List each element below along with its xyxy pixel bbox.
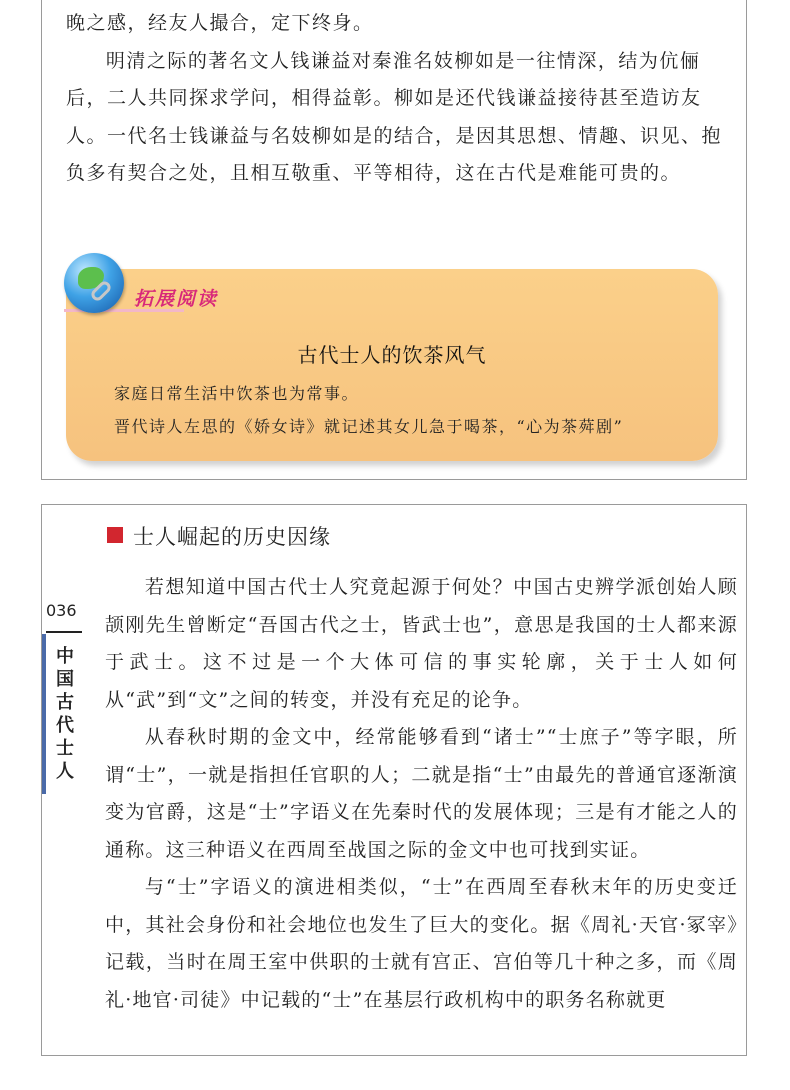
page-number: 036 [46,601,77,620]
extended-reading-line: 晋代诗人左思的《娇女诗》就记述其女儿急于喝茶，“心为茶荈剧” [114,417,624,436]
book-title: 中国古代士人 [56,646,74,782]
paragraph: 从春秋时期的金文中，经常能够看到“诸士”“士庶子”等字眼，所谓“士”，一就是指担任官职的人；二就是指“士”由最先的普通官逐渐演变为官爵，这是“士”字语义在先秦时代的发展体现；三是有才能之人的通称。这三种语义在西周至战国之际的金文中也可找到实证。 [105,726,738,861]
extended-reading-line: 家庭日常生活中饮茶也为常事。 [114,384,360,403]
extended-reading-title: 古代士人的饮茶风气 [297,343,487,367]
book-page-bottom [41,504,747,1056]
paragraph: 明清之际的著名文人钱谦益对秦淮名妓柳如是一往情深，结为伉俪后，二人共同探求学问，相得益彰。柳如是还代钱谦益接待甚至造访友人。一代名士钱谦益与名妓柳如是的结合，是因其思想、情趣、识见、抱负多有契合之处，且相互敬重、平等相待，这在古代是难能可贵的。 [66,49,723,184]
paragraph: 与“士”字语义的演进相类似，“士”在西周至春秋末年的历史变迁中，其社会身份和社会地位也发生了巨大的变化。据《周礼·天官·冢宰》记载，当时在周王室中供职的士就有宫正、宫伯等几十种之多，而《周礼·地官·司徒》中记载的“士”在基层行政机构中的职务名称就更 [105,876,738,1011]
section-title: 士人崛起的历史因缘 [133,525,331,549]
side-bar [42,634,46,794]
paragraph: 若想知道中国古代士人究竟起源于何处？中国古史辨学派创始人顾颉刚先生曾断定“吾国古代之士，皆武士也”，意思是我国的士人都来源于武士。这不过是一个大体可信的事实轮廓，关于士人如何从“武”到“文”之间的转变，并没有充足的论争。 [105,576,738,711]
divider [46,631,82,633]
book-page-top [41,0,747,480]
extended-reading-text [114,377,623,443]
section-marker [107,527,123,543]
extended-reading-label: 拓展阅读 [134,288,219,310]
body-text [66,5,736,193]
body-text [105,569,738,1019]
globe-icon [64,253,124,313]
paragraph: 晚之感，经友人撮合，定下终身。 [66,12,374,34]
